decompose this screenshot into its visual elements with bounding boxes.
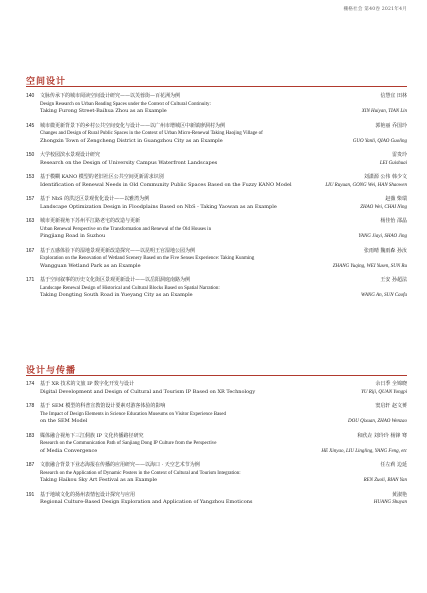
- article-title-en: Exploration on the Renovation of Wetland Scenery Based on the Five Senses Experience: Taking Kunming: [40, 256, 255, 262]
- toc-entry[interactable]: [26, 248, 407, 271]
- article-title-en: Design Research on Urban Reading Spaces under the Context of Cultural Continuity:: [40, 101, 211, 107]
- toc-entry[interactable]: [26, 93, 407, 116]
- page-number: 178: [26, 402, 35, 409]
- toc-entry[interactable]: [26, 403, 407, 426]
- article-title-en: of Media Convergence: [40, 447, 98, 454]
- toc-entry[interactable]: [26, 218, 407, 241]
- article-title-cn: 基于五感体验下的湿地景观更新改造探究——以昆明王官湿地公园为例: [40, 247, 196, 254]
- author-en: LIU Ruyuan, GONG Wei, HAN Shaowen: [325, 182, 407, 188]
- article-title-en: The Impact of Design Elements in Science Education Museums on Visitor Experience Based: [40, 411, 226, 417]
- toc-entry[interactable]: [26, 277, 407, 300]
- toc-entry[interactable]: [26, 381, 407, 396]
- section-entries-design-communication: [26, 381, 407, 514]
- author-cn: 余日季 全锦晓: [375, 381, 407, 387]
- author-en: ZHAO Wei, CHAI Ning: [360, 204, 407, 210]
- author-en: REN Zuoli, BIAN Yan: [363, 478, 407, 484]
- toc-entry[interactable]: [26, 123, 407, 146]
- author-cn: 张雨晴 魏雨森 孙汝: [363, 247, 407, 254]
- author-cn: 杨佳怡 邵晶: [380, 218, 407, 225]
- toc-entry[interactable]: [26, 433, 407, 456]
- author-en: GUO Yanli, QIAO Guoling: [352, 138, 407, 144]
- article-title-en: Landscape Optimization Design in Floodplains Based on NbS - Taking Yaowan as an Example: [40, 203, 277, 210]
- article-title-en: Urban Renewal Perspective on the Transformation and Renewal of the Old Houses in: [40, 226, 212, 232]
- page-number: 174: [26, 381, 35, 387]
- article-title-en: Digital Development and Design of Cultural and Tourism IP Based on XR Technology: [40, 388, 256, 395]
- article-title-en: Taking Furong Street-Baihua Zhou as an Example: [40, 108, 167, 115]
- author-cn: 王安 孙超法: [380, 277, 407, 284]
- author-cn: 刘潇源 公伟 韩少文: [363, 174, 407, 181]
- article-title-cn: 文脉传承下的城市阅读空间设计研究——以芙蓉街—百花洲为例: [40, 93, 181, 99]
- article-title-en: Pingjiang Road in Suzhou: [40, 233, 106, 240]
- article-title-cn: 基于 NbS 的洪泛区景观优化设计——以雅湾为例: [40, 196, 150, 203]
- article-title-en: Identification of Renewal Needs in Old Community Public Spaces Based on the Fuzzy KANO Model: [40, 181, 292, 188]
- author-en: YU Riji, QUAN Yongpi: [361, 389, 407, 395]
- article-title-cn: 媒体融合视角下三江侗族 IP 文化传播路径研究: [40, 432, 144, 439]
- author-cn: 信慧宜 田林: [380, 93, 407, 99]
- article-title-cn: 城市更新视角下苏州平江路老宅的改造与更新: [40, 218, 141, 225]
- author-en: LEI Guishuai: [379, 160, 407, 166]
- page-number: 140: [26, 93, 35, 99]
- section-rule: [26, 375, 407, 376]
- article-title-en: Changes and Design of Rural Public Spaces in the Context of Urban Micro-Renewal Taking Haojing Village of: [40, 131, 263, 137]
- article-title-en: on the SEM Model: [40, 418, 88, 425]
- author-en: XIN Huiyan, TIAN Lin: [361, 109, 407, 115]
- page-number: 167: [26, 247, 35, 254]
- article-title-en: Research on the Design of University Campus Waterfront Landscapes: [40, 159, 218, 166]
- article-title-en: Research on the Communication Path of Sanjiang Dong IP Culture from the Perspective: [40, 441, 217, 447]
- author-cn: 和欣垚 刘玲玲 杨锋 骞: [357, 432, 407, 439]
- article-title-en: Landscape Renewal Design of Historical and Cultural Blocks Based on Spatial Narration:: [40, 285, 220, 291]
- author-cn: 任左莉 边延: [380, 462, 407, 469]
- article-title-cn: 基于模糊 KANO 模型的老旧社区公共空间更新需求识别: [40, 174, 164, 181]
- article-title-cn: 基于 SEM 模型的科普宣教馆设计要素对游客体验的影响: [40, 402, 166, 409]
- page-number: 171: [26, 277, 35, 284]
- author-cn: 黄淑艳: [391, 491, 407, 498]
- article-title-cn: 文旅融合背景下业态海报在传播的应用研究——以海口 · 天空艺术节为例: [40, 462, 200, 469]
- article-title-cn: 基于 XR 技术的文旅 IP 数字化开发与设计: [40, 381, 135, 387]
- author-en: HE Xinyao, LIU Lingling, YANG Feng, etc: [321, 448, 407, 454]
- section-title-space-design: 空间设计: [26, 77, 67, 87]
- article-title-en: Taking Dongting South Road in Yueyang City as an Example: [40, 292, 193, 299]
- page-number: 187: [26, 462, 35, 469]
- section-entries-space-design: [26, 93, 407, 307]
- article-title-en: Taking Haikou Sky Art Festival as an Example: [40, 477, 158, 484]
- page-number: 157: [26, 196, 35, 203]
- toc-entry[interactable]: [26, 196, 407, 211]
- author-cn: 郭艳丽 乔国玲: [375, 122, 407, 129]
- author-cn: 赵薇 柴瑞: [385, 196, 407, 203]
- author-en: HUANG Shuyan: [373, 500, 407, 506]
- section-title-design-communication: 设计与传播: [26, 366, 77, 376]
- article-title-en: Zhongxin Town of Zengcheng District in Guangzhou City as an Example: [40, 137, 223, 144]
- running-header: 栅格社会 第40卷 2021年4月: [343, 7, 407, 12]
- toc-entry[interactable]: [26, 462, 407, 485]
- page-number: 191: [26, 491, 35, 498]
- page-number: 145: [26, 122, 35, 129]
- article-title-cn: 大学校园滨水景观设计研究: [40, 152, 101, 159]
- author-en: ZHANG Yuqing, WEI Yusen, SUN Ru: [332, 263, 407, 269]
- author-cn: 窦启轩 赵文赟: [375, 402, 407, 409]
- toc-entry[interactable]: [26, 174, 407, 189]
- page-number: 183: [26, 432, 35, 439]
- article-title-en: Regional Culture-Based Design Exploration and Application of Yangzhou Emoticons: [40, 499, 253, 506]
- author-en: WANG An, SUN Caofa: [361, 293, 407, 299]
- author-cn: 雷贵玲: [391, 152, 407, 159]
- section-rule: [26, 86, 407, 87]
- page-number: 153: [26, 174, 35, 181]
- page-number: 150: [26, 152, 35, 159]
- article-title-cn: 城市微更新背景下的乡村公共空间变化与设计——以广州市增城区中新镇廖洞村为例: [40, 122, 226, 129]
- article-title-cn: 基于空间叙事的历史文化街区景观更新设计——以岳阳洞庭南路为例: [40, 277, 191, 284]
- page-number: 163: [26, 218, 35, 225]
- toc-entry[interactable]: [26, 152, 407, 167]
- article-title-cn: 基于地域文化的扬州表情包设计探究与应用: [40, 491, 136, 498]
- article-title-en: Wangguan Wetland Park as an Example: [40, 262, 141, 269]
- toc-entry[interactable]: [26, 492, 407, 507]
- article-title-en: Research on the Application of Dynamic Posters in the Context of Cultural and Tourism Integration:: [40, 470, 241, 476]
- author-en: YANG Jiayi, SHAO Jing: [358, 234, 407, 240]
- author-en: DOU Qixuan, ZHAO Wenzao: [348, 419, 407, 425]
